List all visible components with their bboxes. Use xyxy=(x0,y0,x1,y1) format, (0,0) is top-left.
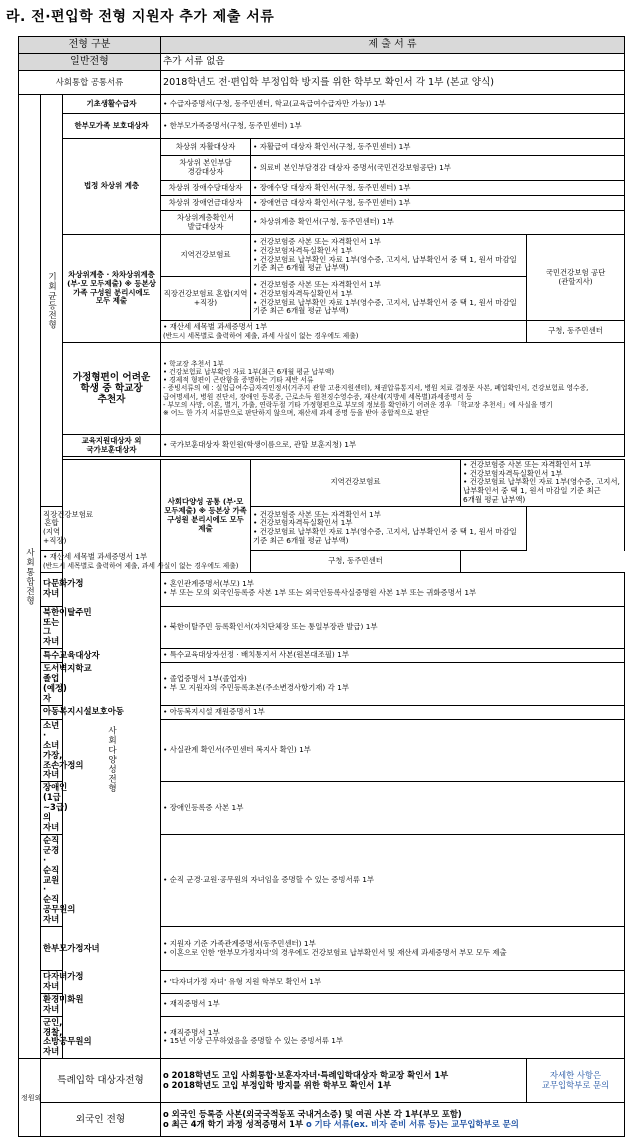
other-docs-note: o 기타 서류(ex. 비자 준비 서류 등)는 교무입학부로 문의 xyxy=(306,1118,519,1129)
legal-item-label: 차상위 장애수당대상자 xyxy=(161,181,251,196)
social-common-docs: 2018학년도 전·편입학 부정입학 방지를 위한 학부모 확인서 각 1부 (본교 양식) xyxy=(161,71,625,95)
legal-item-label: 차상위계층확인서 발급대상자 xyxy=(161,211,251,235)
single-parent-child-docs xyxy=(161,927,625,971)
doc-line: (반드시 세목별로 출력하여 제출, 과세 사실이 없는 경우에도 제출) xyxy=(43,561,239,570)
workplace-insurance-docs xyxy=(251,506,527,550)
transcript-doc: o 최근 4개 학기 과정 성적증명서 1부 xyxy=(163,1118,304,1129)
doc-line: • 건강보험료 납부확인 자료 1부(영수증, 고지서, 납부확인서 중 택 1, 원서 마감일 기준 최근 6개월 평균 납부액) xyxy=(253,527,517,545)
doc-line: • 부 모 지원자의 주민등록초본(주소변경사항기재) 각 1부 xyxy=(163,683,349,693)
doc-line: o 2018학년도 고입 부정입학 방지를 위한 학부모 확인서 1부 xyxy=(163,1079,392,1090)
regional-insurance-label: 지역건강보험료 xyxy=(161,235,251,277)
doc-line: - 증빙서류의 예 : 실업급여수급자격인정서(거주지 관할 고용지원센터), 채권압류통지서, 병원 치료 결정문 사본, 폐업확인서, 건강보험료 영수증, 급여명세서, 병원 진단서, 장애인 등록증, 근로소득 원천징수영수증, 재산세(지방세 세목별)과세증명서 등 xyxy=(163,384,589,401)
hardship-docs xyxy=(161,343,625,435)
multicultural-label: 다문화가정 자녀 xyxy=(41,572,63,606)
doc-line: • 건강보험증 사본 또는 자격확인서 1부 xyxy=(463,460,591,469)
multicultural-docs xyxy=(161,572,625,606)
single-parent-protect-label: 한부모가족 보호대상자 xyxy=(63,114,161,139)
doc-line: • 건강보험료 납부확인 자료 1부(최근 6개월 평균 납부액) xyxy=(163,368,334,377)
veterans-label: 교육지원대상자 외 국가보훈대상자 xyxy=(63,435,161,457)
legal-item-doc: • 의료비 본인부담경감 대상자 증명서(국민건강보험공단) 1부 xyxy=(251,156,625,181)
legal-near-poverty-label: 법정 차상위 계층 xyxy=(63,139,161,235)
doc-line: • 재직증명서 1부 xyxy=(163,1027,220,1037)
legal-item-label: 차상위 본인부담 경감대상자 xyxy=(161,156,251,181)
legal-item-doc: • 자활급여 대상자 확인서(구청, 동주민센터) 1부 xyxy=(251,139,625,156)
north-defector-doc: • 북한이탈주민 등록확인서(자치단체장 또는 통일부장관 발급) 1부 xyxy=(161,606,625,649)
veterans-doc: • 국가보훈대상자 확인원(학생이름으로, 관할 보훈지청) 1부 xyxy=(161,435,625,457)
youth-head-doc: • 사실관계 확인서(주민센터 복지사 확인) 1부 xyxy=(161,719,625,781)
island-school-docs xyxy=(161,663,625,706)
legal-item-label: 차상위 장애연금대상자 xyxy=(161,196,251,211)
welfare-label: 기초생활수급자 xyxy=(63,95,161,114)
page-title: 라. 전·편입학 전형 지원자 추가 제출 서류 xyxy=(6,9,275,25)
doc-line: - 부모의 사망, 이혼, 별거, 가출, 연락두절 기타 가정형편으로 부모의 정보를 확인하기 어려운 경우 「학교장 추천서」에 사실을 명기 xyxy=(163,400,553,409)
special-admission-note: 자세한 사항은 교무입학부로 문의 xyxy=(527,1059,625,1103)
submission-docs-table xyxy=(18,36,625,1137)
single-parent-child-label: 한부모가정자녀 xyxy=(41,927,63,971)
special-education-label: 특수교육대상자 xyxy=(41,649,63,663)
regional-insurance-docs xyxy=(461,460,625,507)
legal-item-doc: • 장애수당 대상자 확인서(구청, 동주민센터) 1부 xyxy=(251,181,625,196)
military-police-docs xyxy=(161,1016,625,1059)
multichild-doc: • '다자녀가정 자녀' 유형 지원 학부모 확인서 1부 xyxy=(161,971,625,994)
regional-insurance-docs xyxy=(251,235,527,277)
doc-line: • 졸업증명서 1부(졸업자) xyxy=(163,674,247,684)
multichild-label: 다자녀가정 자녀 xyxy=(41,971,63,994)
foreigner-docs xyxy=(161,1103,625,1137)
doc-line: • 건강보험증 사본 또는 자격확인서 1부 xyxy=(253,237,381,247)
doc-line: • 건강보험자격득실확인서 1부 xyxy=(253,518,353,528)
doc-line: • 건강보험증 사본 또는 자격확인서 1부 xyxy=(253,509,381,519)
doc-line: • 건강보험자격득실확인서 1부 xyxy=(463,468,563,478)
diversity-insurance-label: 사회다양성 공통 (부·모 모두제출) ※ 등본상 가족 구성원 분리시에도 모두 제출 xyxy=(161,460,251,573)
north-defector-label: 북한이탈주민 또는 그 자녀 xyxy=(41,606,63,649)
insurance-issuer: 국민건강보험 공단 (관할지사) xyxy=(527,235,625,321)
island-school-label: 도서벽지학교 졸업(예정)자 xyxy=(41,663,63,706)
doc-line: • 재산세 세목별 과세증명서 1부 xyxy=(43,551,148,561)
special-admission-label: 특례입학 대상자전형 xyxy=(41,1059,161,1103)
equal-opportunity-label: 기회균등전형 xyxy=(41,95,63,507)
doc-line: • 15년 이상 근무하였음을 증명할 수 있는 증빙서류 1부 xyxy=(163,1036,344,1046)
doc-line: • 건강보험료 납부확인 자료 1부(영수증, 고지서, 납부확인서 중 택 1, 원서 마감일 기준 최근 6개월 평균 납부액) xyxy=(253,254,517,273)
special-admission-docs xyxy=(161,1059,527,1103)
general-docs: 추가 서류 없음 xyxy=(161,54,625,71)
legal-item-doc: • 차상위계층 확인서(구청, 동주민센터) 1부 xyxy=(251,211,625,235)
outside-quota-label: 정원외 xyxy=(19,1059,41,1137)
disabled-parent-label: 장애인(1급~3급)의 자녀 xyxy=(41,782,63,835)
doc-line: • 건강보험자격득실확인서 1부 xyxy=(253,288,353,298)
doc-line: • 경제적 형편이 곤란함을 증명하는 기타 제반 서류 xyxy=(163,376,314,385)
hardship-label: 가정형편이 어려운 학생 중 학교장 추천자 xyxy=(63,343,161,435)
welfare-facility-doc: • 아동복지시설 재원증명서 1부 xyxy=(161,705,625,719)
document-table-wrap xyxy=(18,36,624,1137)
doc-line: ※ 어느 한 가지 서류만으로 판단하지 않으며, 재산세 과세 증명 등을 받아 종합적으로 판단 xyxy=(163,408,429,417)
doc-line: • 학교장 추천서 1부 xyxy=(163,360,224,369)
sanitation-doc: • 재직증명서 1부 xyxy=(161,993,625,1016)
doc-line: • 지원자 기준 가족관계증명서(동주민센터) 1부 xyxy=(163,938,316,948)
doc-line: • 부 또는 모의 외국인등록증 사본 1부 또는 외국인등록사실증명원 사본 1부 또는 귀화증명서 1부 xyxy=(163,588,477,598)
doc-line: • 건강보험자격득실확인서 1부 xyxy=(253,245,353,255)
doc-line: • 이혼으로 인한 '한부모가정자녀'의 경우에도 건강보험료 납부확인서 및 재산세 과세증명서 부모 모두 제출 xyxy=(163,947,507,957)
doc-line: • 건강보험증 사본 또는 자격확인서 1부 xyxy=(253,280,381,290)
near-poverty-insurance-label: 차상위계층 · 차차상위계층 (부·모 모두제출) ※ 등본상 가족 구성원 분리시에도 모두 제출 xyxy=(63,235,161,343)
doc-line: o 2018학년도 고입 사회통합·보훈자자녀·특례입학대상자 학교장 확인서 1부 xyxy=(163,1069,449,1080)
special-education-doc: • 특수교육대상자선정 · 배치통지서 사본(원본대조필) 1부 xyxy=(161,649,625,663)
workplace-insurance-docs xyxy=(251,277,527,321)
single-parent-protect-doc: • 한부모가족증명서(구청, 동주민센터) 1부 xyxy=(161,114,625,139)
workplace-insurance-label: 직장건강보험료 혼합(지역+직장) xyxy=(41,506,63,550)
type-column-header: 전형 구분 xyxy=(19,37,161,54)
welfare-doc: • 수급자증명서(구청, 동주민센터, 학교(교육급여수급자만 가능)) 1부 xyxy=(161,95,625,114)
doc-line: • 건강보험료 납부확인 자료 1부(영수증, 고지서, 납부확인서 중 택 1, 원서 마감일 기준 최근 6개월 평균 납부액) xyxy=(463,477,620,504)
property-tax-issuer: 구청, 동주민센터 xyxy=(251,550,461,572)
docs-column-header: 제 출 서 류 xyxy=(161,37,625,54)
property-tax-doc xyxy=(161,321,527,343)
social-common-label: 사회통합 공통서류 xyxy=(19,71,161,95)
doc-line: • 재산세 세목별 과세증명서 1부 xyxy=(163,322,268,332)
property-tax-issuer: 구청, 동주민센터 xyxy=(527,321,625,343)
social-integration-label: 사회통합전형 xyxy=(19,95,41,1059)
martyr-doc: • 순직 군경·교원·공무원의 자녀임을 증명할 수 있는 증빙서류 1부 xyxy=(161,834,625,926)
welfare-facility-label: 아동복지시설보호아동 xyxy=(41,705,63,719)
regional-insurance-label: 지역건강보험료 xyxy=(251,460,461,507)
youth-head-label: 소년·소녀 가장, 조손가정의 자녀 xyxy=(41,719,63,781)
sanitation-label: 환경미화원 자녀 xyxy=(41,993,63,1016)
doc-line: • 건강보험료 납부확인 자료 1부(영수증, 고지서, 납부확인서 중 택 1, 원서 마감일 기준 최근 6개월 평균 납부액) xyxy=(253,297,517,316)
foreigner-label: 외국인 전형 xyxy=(41,1103,161,1137)
general-label: 일반전형 xyxy=(19,54,161,71)
doc-line xyxy=(163,1120,622,1130)
social-diversity-label: 사회다양성전형 xyxy=(63,460,161,1059)
doc-line: o 외국인 등록증 사본(외국국적동포 국내거소증) 및 여권 사본 각 1부(부모 포함) xyxy=(163,1108,462,1119)
military-police-label: 군인, 경찰, 소방공무원의 자녀 xyxy=(41,1016,63,1059)
workplace-insurance-label: 직장건강보험료 혼합(지역+직장) xyxy=(161,277,251,321)
legal-item-label: 차상위 자활대상자 xyxy=(161,139,251,156)
doc-line: (반드시 세목별로 출력하여 제출, 과세 사실이 없는 경우에도 제출) xyxy=(163,331,359,340)
doc-line: • 혼인관계증명서(부모) 1부 xyxy=(163,579,254,589)
martyr-label: 순직 군경·순직 교원·순직 공무원의 자녀 xyxy=(41,834,63,926)
legal-item-doc: • 장애연금 대상자 확인서(구청, 동주민센터) 1부 xyxy=(251,196,625,211)
disabled-parent-doc: • 장애인등록증 사본 1부 xyxy=(161,782,625,835)
property-tax-doc xyxy=(41,550,251,572)
